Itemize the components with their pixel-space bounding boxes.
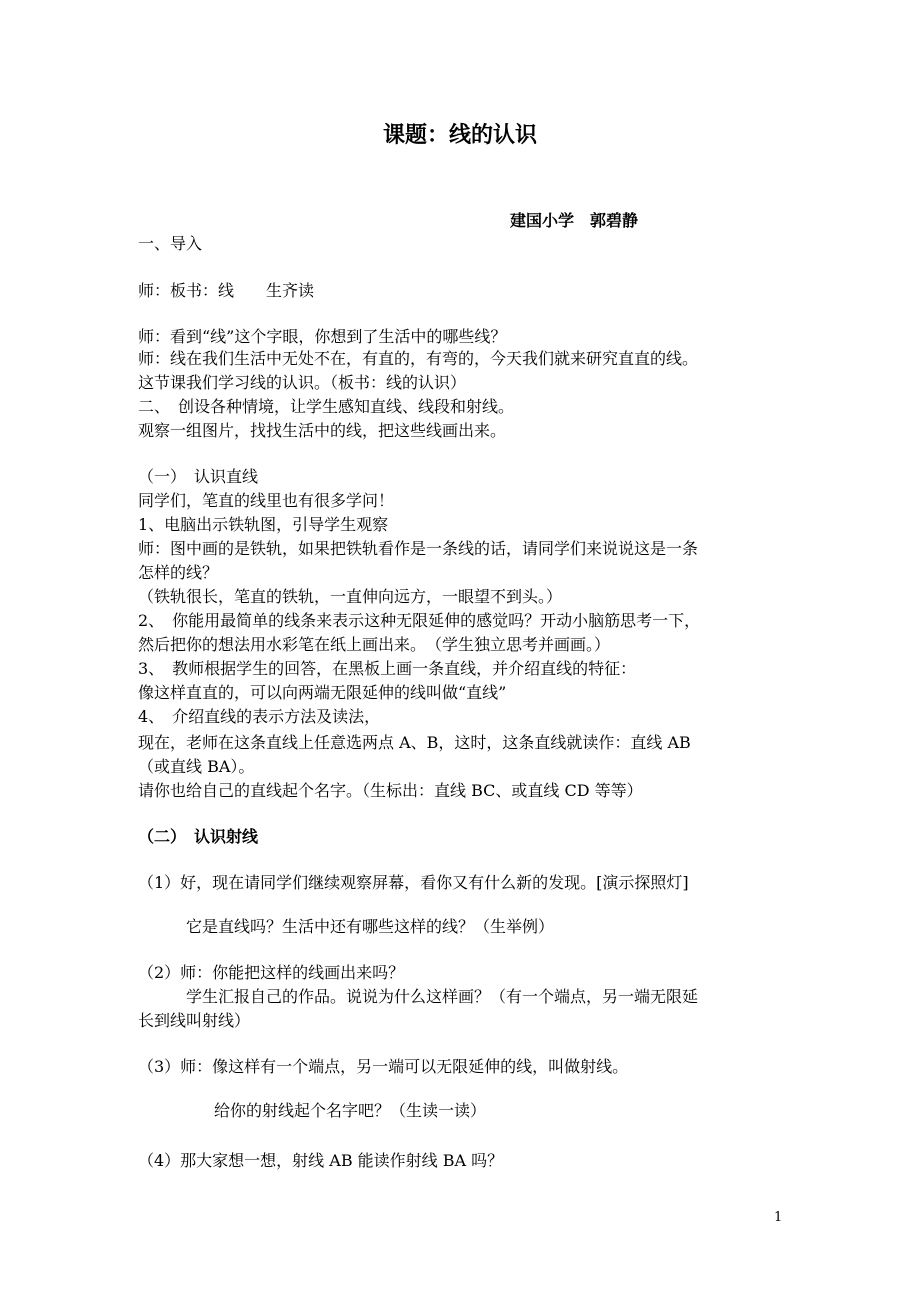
- text-line: 它是直线吗？生活中还有哪些这样的线？（生举例）: [186, 917, 555, 936]
- page-number: 1: [774, 1210, 783, 1225]
- text-line: （一） 认识直线: [138, 467, 259, 486]
- text-line: （铁轨很长，笔直的铁轨，一直伸向远方，一眼望不到头。）: [138, 587, 563, 606]
- text-line: （或直线 BA）。: [138, 757, 255, 776]
- text-line: 师：图中画的是铁轨，如果把铁轨看作是一条线的话，请同学们来说说这是一条: [138, 539, 699, 558]
- text-line: 观察一组图片，找找生活中的线，把这些线画出来。: [138, 421, 507, 440]
- text-line: 这节课我们学习线的认识。（板书：线的认识）: [138, 373, 467, 392]
- section-heading: （二） 认识射线: [138, 827, 259, 846]
- text-line: 请你也给自己的直线起个名字。（生标出：直线 BC、或直线 CD 等等）: [138, 781, 643, 800]
- text-line: （4）那大家想一想，射线 AB 能读作射线 BA 吗？: [138, 1151, 504, 1170]
- text-line: 学生汇报自己的作品。说说为什么这样画？（有一个端点，另一端无限延: [186, 987, 699, 1006]
- text-line: 2、 你能用最简单的线条来表示这种无限延伸的感觉吗？开动小脑筋思考一下，: [138, 611, 701, 630]
- text-line: 像这样直直的，可以向两端无限延伸的线叫做“直线”: [138, 683, 507, 702]
- text-line: 一、导入: [138, 234, 203, 253]
- text-line: 现在，老师在这条直线上任意选两点 A、B，这时，这条直线就读作：直线 AB: [138, 733, 691, 752]
- text-line: 3、 教师根据学生的回答，在黑板上画一条直线，并介绍直线的特征：: [138, 659, 637, 678]
- text-line: 长到线叫射线）: [138, 1011, 251, 1030]
- text-line: 1、电脑出示铁轨图，引导学生观察: [138, 515, 389, 534]
- text-line: 然后把你的想法用水彩笔在纸上画出来。 （学生独立思考并画画。）: [138, 635, 611, 654]
- text-line: （3）师：像这样有一个端点，另一端可以无限延伸的线，叫做射线。: [138, 1057, 629, 1076]
- text-line: 给你的射线起个名字吧？（生读一读）: [214, 1101, 487, 1120]
- text-line: 同学们，笔直的线里也有很多学问！: [138, 491, 395, 510]
- text-line: 师：板书：线 生齐读: [138, 281, 315, 300]
- text-line: 师：看到“线”这个字眼，你想到了生活中的哪些线？: [138, 327, 507, 346]
- text-line: 怎样的线？: [138, 563, 219, 582]
- page-title: 课题：线的认识: [382, 123, 537, 148]
- text-line: （1）好，现在请同学们继续观察屏幕，看你又有什么新的发现。[演示探照灯]: [138, 873, 689, 892]
- text-line: （2）师：你能把这样的线画出来吗？: [138, 963, 405, 982]
- text-line: 4、 介绍直线的表示方法及读法，: [138, 707, 381, 726]
- text-line: 师：线在我们生活中无处不在，有直的，有弯的，今天我们就来研究直直的线。: [138, 349, 699, 368]
- author-line: 建国小学 郭碧静: [510, 211, 639, 230]
- text-line: 二、 创设各种情境，让学生感知直线、线段和射线。: [138, 397, 515, 416]
